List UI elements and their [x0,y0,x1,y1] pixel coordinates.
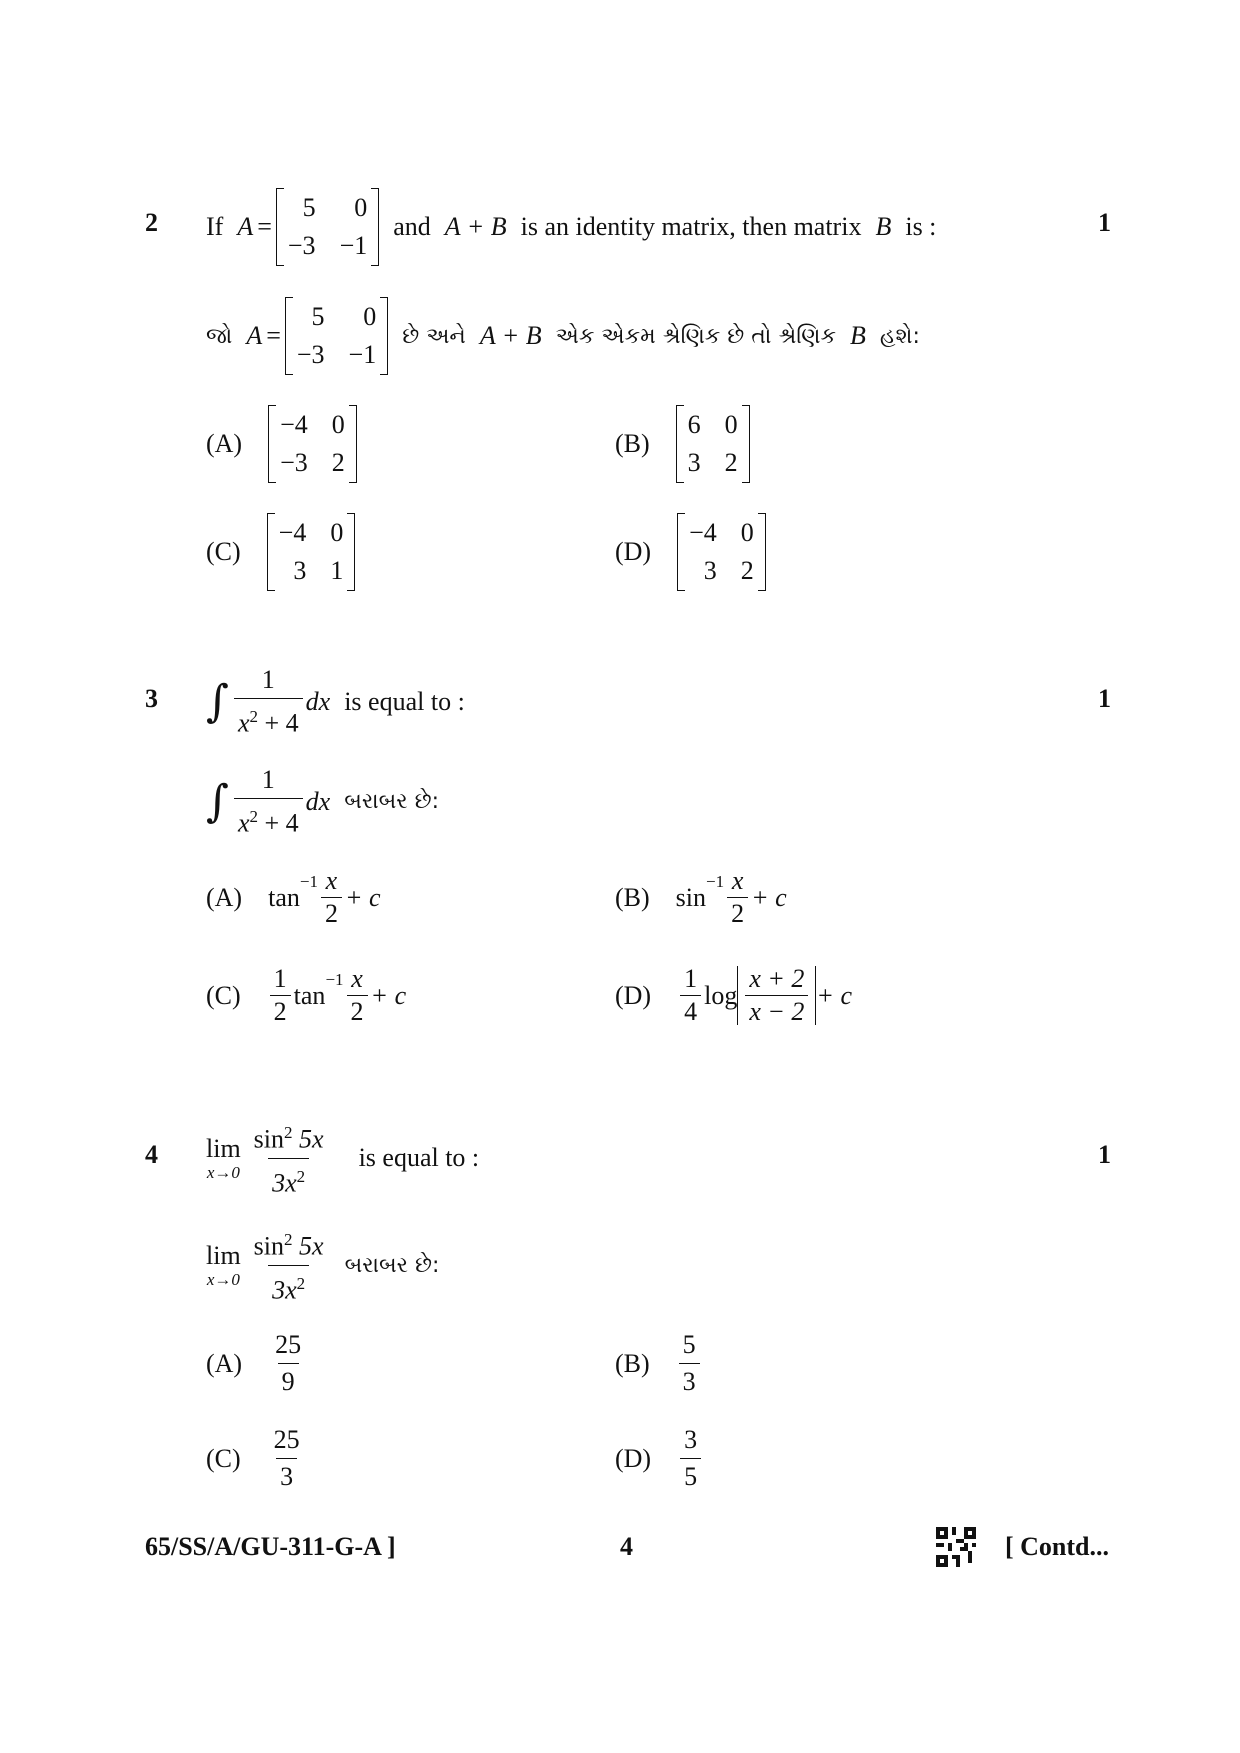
limit-operator: lim x→0 [206,1241,241,1290]
question-3-gujarati: ∫ $\frac{1}{x^2 + 4}$ dx બરાબર છે: [206,765,440,838]
option-matrix: −4 0 −3 2 [268,405,357,483]
log-argument-fraction: $\frac{x + 2}{x - 2}$ [745,966,808,1025]
qr-code-icon [936,1527,976,1567]
integrand-fraction: $\frac{1}{x^2 + 4}$ [234,665,303,739]
question-4-option-b: (B) $\frac{5}{3}$ [615,1330,703,1397]
integrand-fraction: $\frac{1}{x^2 + 4}$ [234,765,303,839]
question-2-option-a: (A) −4 0 −3 2 [206,405,357,483]
question-3-marks: 1 [1098,684,1111,713]
limit-fraction: $\frac{\sin^2 5x}{3x^2}$ [253,1230,324,1305]
option-matrix: −4 0 3 1 [267,513,356,591]
question-4-option-a: (A) $\frac{25}{9}$ [206,1330,308,1397]
limit-operator: lim x→0 [206,1134,241,1183]
option-fraction: $\frac{5}{3}$ [679,1330,700,1397]
question-2-option-d: (D) −4 0 3 2 [615,513,766,591]
coefficient-fraction: $\frac{1}{2}$ [270,966,291,1025]
question-4-marks: 1 [1098,1140,1111,1169]
option-fraction: $\frac{x}{2}$ [727,868,748,927]
question-4-option-c: (C) $\frac{25}{3}$ [206,1425,307,1492]
question-2-english: If A = 5 0 −3 −1 and A + B is an identity matrix, then matrix B is : [206,188,936,266]
limit-fraction: $\frac{\sin^2 5x}{3x^2}$ [253,1123,324,1198]
question-3-option-d: (D) $\frac{1}{4}$ log $\frac{x + 2}{x - 2}$ + c [615,964,853,1026]
question-4-gujarati: lim x→0 $\frac{\sin^2 5x}{3x^2}$ બરાબર છે: [206,1225,439,1305]
option-matrix: 6 0 3 2 [676,405,750,483]
option-fraction: $\frac{x}{2}$ [347,966,368,1025]
question-3-option-c: (C) $\frac{1}{2}$ tan $^{-1}$ $\frac{x}{2}$ + c [206,964,407,1026]
question-2-option-c: (C) −4 0 3 1 [206,513,355,591]
absolute-value [737,966,816,1025]
coefficient-fraction: $\frac{1}{4}$ [680,966,701,1025]
question-3-number: 3 [145,684,158,713]
option-fraction: $\frac{25}{9}$ [275,1330,302,1396]
matrix-a-gujarati: 5 0 −3 −1 [285,297,388,375]
question-2-marks: 1 [1098,208,1111,237]
matrix-a: 5 0 −3 −1 [276,188,379,266]
question-4-option-d: (D) $\frac{3}{5}$ [615,1425,704,1492]
question-3-english: ∫ $\frac{1}{x^2 + 4}$ dx is equal to : [206,665,465,738]
question-2-gujarati: જો A = 5 0 −3 −1 છે અને A + B એક એકમ શ્રેણિક છે તો શ્રેણિક B હશે: [206,297,920,375]
question-3-option-b: (B) sin $^{-1}$ $\frac{x}{2}$ + c [615,866,787,928]
option-matrix: −4 0 3 2 [677,513,766,591]
option-fraction: $\frac{x}{2}$ [321,868,342,927]
question-2-option-b: (B) 6 0 3 2 [615,405,750,483]
question-4-english: lim x→0 $\frac{\sin^2 5x}{3x^2}$ is equal to : [206,1118,479,1198]
question-3-option-a: (A) tan $^{-1}$ $\frac{x}{2}$ + c [206,866,381,928]
option-fraction: $\frac{25}{3}$ [273,1425,300,1491]
page-number: 4 [620,1532,633,1561]
option-fraction: $\frac{3}{5}$ [680,1425,701,1492]
question-2-number: 2 [145,208,158,237]
continued-label: [ Contd... [1005,1532,1110,1561]
paper-code: 65/SS/A/GU-311-G-A ] [145,1532,396,1561]
question-4-number: 4 [145,1140,158,1169]
